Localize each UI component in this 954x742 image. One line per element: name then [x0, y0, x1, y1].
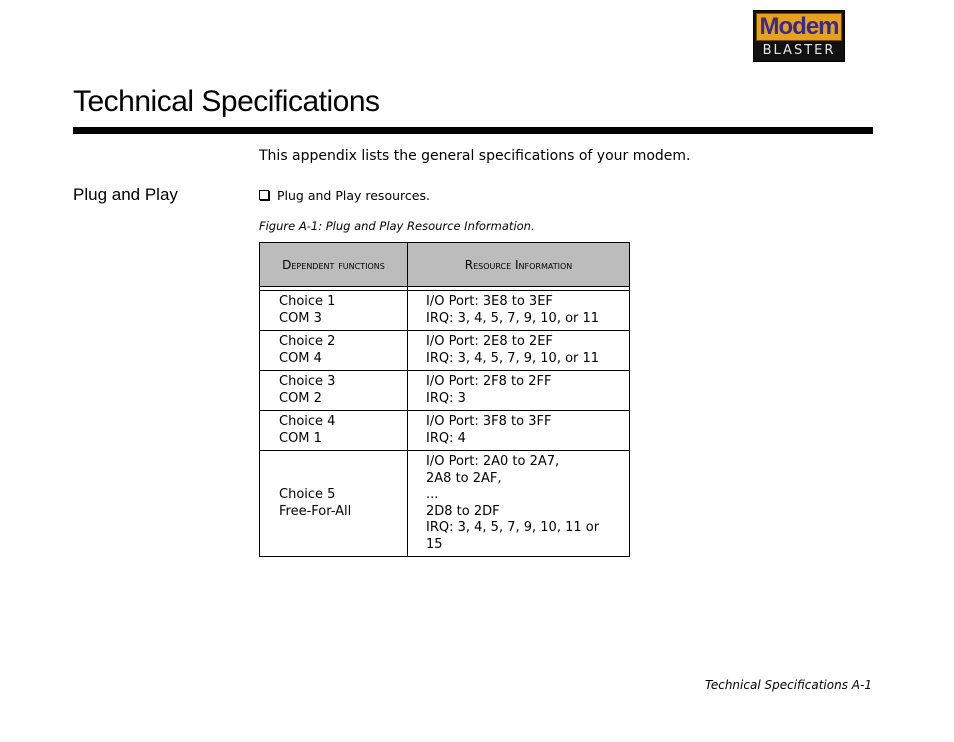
- bullet-item: [259, 187, 430, 205]
- table-row: [260, 451, 630, 557]
- modem-blaster-logo: [753, 10, 845, 62]
- column-header-dependent: Dependent functions: [260, 243, 408, 287]
- cell-line: COM 1: [279, 430, 322, 446]
- cell-line: Free-For-All: [279, 503, 352, 519]
- logo-badge: [756, 13, 842, 41]
- cell-dependent-function: [260, 411, 408, 451]
- cell-resource-info: [408, 411, 630, 451]
- cell-dependent-function: [260, 451, 408, 557]
- checkbox-bullet-icon: [259, 190, 269, 200]
- cell-line: Choice 2: [279, 334, 336, 349]
- cell-line: COM 2: [279, 390, 322, 406]
- cell-line: I/O Port: 2A0 to 2A7,: [426, 454, 560, 469]
- title-rule: [73, 127, 873, 134]
- cell-line: 15: [426, 536, 443, 552]
- cell-line: IRQ: 3, 4, 5, 7, 9, 10, or 11: [426, 310, 600, 326]
- cell-line: I/O Port: 3E8 to 3EF: [426, 294, 553, 309]
- cell-dependent-function: [260, 371, 408, 411]
- section-heading: Plug and Play: [73, 185, 178, 204]
- cell-dependent-function: [260, 331, 408, 371]
- figure-caption: Figure A-1: Plug and Play Resource Information.: [259, 219, 535, 233]
- table-row: [260, 411, 630, 451]
- page-footer: Technical Specifications A-1: [705, 678, 872, 692]
- cell-resource-info: [408, 291, 630, 331]
- cell-line: IRQ: 3, 4, 5, 7, 9, 10, 11 or: [426, 520, 600, 535]
- page-title: Technical Specifications: [73, 85, 380, 118]
- cell-line: ...: [426, 487, 439, 502]
- bullet-text: Plug and Play resources.: [277, 188, 430, 203]
- cell-line: I/O Port: 2F8 to 2FF: [426, 374, 552, 389]
- cell-line: I/O Port: 2E8 to 2EF: [426, 334, 553, 349]
- table-row: [260, 291, 630, 331]
- cell-line: Choice 4: [279, 414, 336, 429]
- cell-line: IRQ: 3, 4, 5, 7, 9, 10, or 11: [426, 350, 600, 366]
- table-row: [260, 331, 630, 371]
- resource-table: [259, 242, 630, 557]
- cell-line: 2D8 to 2DF: [426, 503, 500, 519]
- cell-line: Choice 1: [279, 294, 336, 309]
- logo-word: Modem: [759, 13, 839, 40]
- cell-dependent-function: [260, 291, 408, 331]
- intro-text: This appendix lists the general specifications of your modem.: [259, 148, 691, 164]
- table-row: [260, 371, 630, 411]
- logo-sub: BLASTER: [762, 43, 836, 58]
- cell-resource-info: [408, 451, 630, 557]
- cell-line: COM 4: [279, 350, 322, 366]
- cell-line: Choice 3: [279, 374, 336, 389]
- cell-line: COM 3: [279, 310, 322, 326]
- cell-line: IRQ: 4: [426, 430, 466, 446]
- cell-resource-info: [408, 331, 630, 371]
- column-header-resource: Resource Information: [408, 243, 630, 287]
- cell-line: 2A8 to 2AF,: [426, 470, 502, 486]
- cell-line: I/O Port: 3F8 to 3FF: [426, 414, 552, 429]
- cell-resource-info: [408, 371, 630, 411]
- cell-line: IRQ: 3: [426, 390, 466, 406]
- cell-line: Choice 5: [279, 487, 336, 502]
